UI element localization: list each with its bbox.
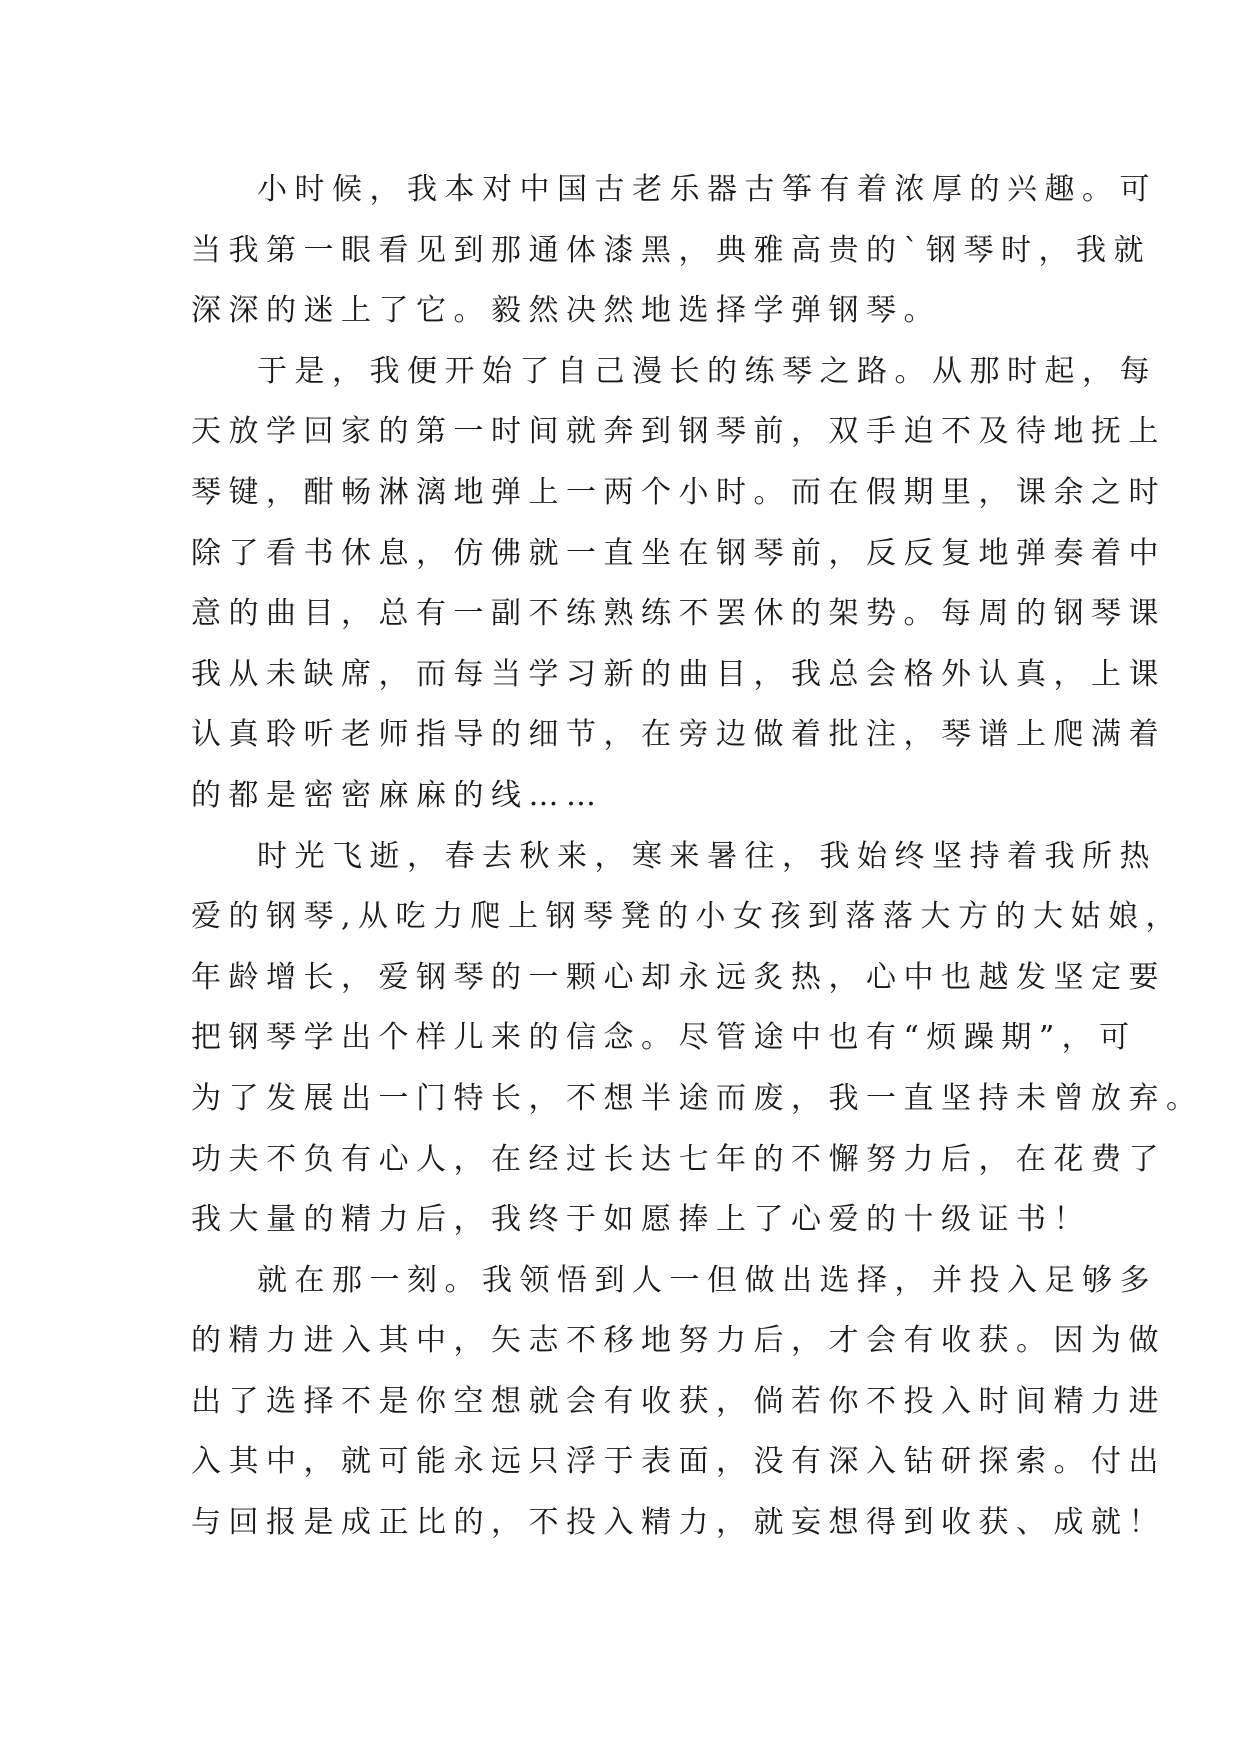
text-line: 于是，我便开始了自己漫长的练琴之路。从那时起，每 — [257, 353, 1157, 389]
text-line: 爱的钢琴,从吃力爬上钢琴凳的小女孩到落落大方的大姑娘， — [191, 899, 1184, 935]
text-line: 琴键，酣畅淋漓地弹上一两个小时。而在假期里，课余之时 — [191, 474, 1166, 510]
text-line: 认真聆听老师指导的细节，在旁边做着批注，琴谱上爬满着 — [191, 717, 1166, 753]
text-line: 我从未缺席，而每当学习新的曲目，我总会格外认真，上课 — [191, 656, 1166, 692]
text-line: 为了发展出一门特长，不想半途而废，我一直坚持未曾放弃。 — [191, 1080, 1204, 1116]
text-line: 意的曲目，总有一副不练熟练不罢休的架势。每周的钢琴课 — [191, 596, 1166, 632]
text-line: 我大量的精力后，我终于如愿捧上了心爱的十级证书！ — [191, 1202, 1091, 1238]
text-line: 的精力进入其中，矢志不移地努力后，才会有收获。因为做 — [191, 1323, 1166, 1359]
text-line: 的都是密密麻麻的线…… — [191, 777, 604, 813]
text-line: 当我第一眼看见到那通体漆黑，典雅高贵的`钢琴时，我就 — [191, 232, 1151, 268]
text-line: 出了选择不是你空想就会有收获，倘若你不投入时间精力进 — [191, 1383, 1166, 1419]
text-line: 与回报是成正比的，不投入精力，就妄想得到收获、成就！ — [191, 1505, 1166, 1541]
text-line: 深深的迷上了它。毅然决然地选择学弹钢琴。 — [191, 293, 941, 329]
paragraph-4 — [191, 1251, 1166, 1554]
document-body — [191, 160, 1204, 1554]
text-line: 把钢琴学出个样儿来的信念。尽管途中也有“烦躁期”，可 — [191, 1020, 1137, 1056]
paragraph-1 — [191, 160, 1157, 342]
text-line: 除了看书休息，仿佛就一直坐在钢琴前，反反复地弹奏着中 — [191, 535, 1166, 571]
paragraph-2 — [191, 342, 1166, 827]
paragraph-3 — [191, 827, 1204, 1251]
text-line: 小时候，我本对中国古老乐器古筝有着浓厚的兴趣。可 — [257, 172, 1157, 207]
text-line: 入其中，就可能永远只浮于表面，没有深入钻研探索。付出 — [191, 1444, 1166, 1480]
text-line: 天放学回家的第一时间就奔到钢琴前，双手迫不及待地抚上 — [191, 414, 1166, 450]
text-line: 年龄增长，爱钢琴的一颗心却永远炙热，心中也越发坚定要 — [191, 959, 1166, 995]
text-line: 时光飞逝，春去秋来，寒来暑往，我始终坚持着我所热 — [257, 838, 1157, 874]
text-line: 就在那一刻。我领悟到人一但做出选择，并投入足够多 — [257, 1262, 1157, 1298]
text-line: 功夫不负有心人，在经过长达七年的不懈努力后，在花费了 — [191, 1141, 1166, 1177]
